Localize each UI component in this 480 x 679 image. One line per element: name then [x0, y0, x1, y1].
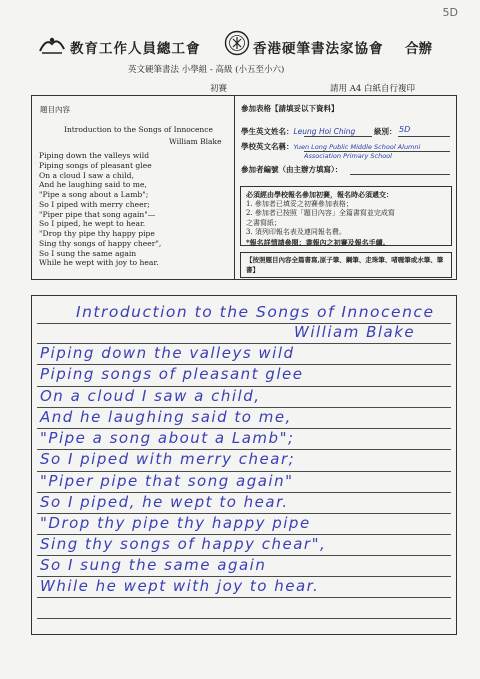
- handwritten-line: While he wept with joy to hear.: [40, 577, 320, 595]
- handwritten-line: Piping songs of pleasant glee: [40, 365, 304, 383]
- org-name-association: 香港硬筆書法家協會: [253, 41, 384, 57]
- poem-title: Introduction to the Songs of Innocence: [64, 125, 213, 134]
- poem-line: "Pipe a song about a Lamb";: [39, 190, 149, 199]
- handwritten-line: "Piper pipe that song again": [40, 472, 294, 490]
- handwritten-author: William Blake: [294, 323, 416, 341]
- writing-rule: [37, 618, 451, 619]
- handwriting-area[interactable]: [31, 295, 457, 635]
- handwritten-line: "Drop thy pipe thy happy pipe: [40, 514, 311, 532]
- handwritten-line: On a cloud I saw a child,: [40, 387, 261, 405]
- participant-code-label: 參加者編號（由主辦方填寫）：: [241, 165, 343, 174]
- writing-rule: [37, 597, 451, 598]
- handwritten-line: So I piped with merry chear;: [40, 450, 296, 468]
- handwritten-line: Piping down the valleys wild: [40, 344, 295, 362]
- handwritten-title: Introduction to the Songs of Innocence: [76, 303, 435, 321]
- note-line: 3. 須列印報名表及連同報名費。: [246, 228, 346, 236]
- school-name-label: 學校英文名稱：: [241, 142, 294, 151]
- poem-lines: [39, 151, 161, 268]
- grade-value[interactable]: 5D: [399, 125, 411, 134]
- handwritten-line: And he laughing said to me,: [40, 408, 292, 426]
- name-underline: [304, 136, 372, 137]
- joint-organizers-label: 合辦: [405, 41, 432, 57]
- poem-line: And he laughing said to me,: [39, 180, 147, 190]
- poem-line: So I sung the same again: [39, 248, 137, 258]
- note-line: *報名詳情請參閱：書報內之初賽及報名手續。: [246, 237, 390, 247]
- school-name-value-line2: Association Primary School: [304, 152, 392, 160]
- writing-style-note: 【按照題目內容全篇書寫,原子筆、鋼筆、走珠筆、啫喱筆或水筆、筆書】: [240, 252, 452, 278]
- corner-code: 5D: [442, 6, 458, 19]
- participant-code-field: [241, 164, 342, 175]
- association-seal-icon: [224, 30, 250, 56]
- info-divider: [234, 96, 235, 279]
- poem-line: "Piper pipe that song again"—: [39, 209, 156, 219]
- poem-line: So I piped, he wept to hear.: [39, 219, 146, 229]
- poem-line: "Drop thy pipe thy happy pipe: [39, 229, 155, 238]
- grade-label: 級別：: [374, 127, 397, 136]
- print-instruction: 請用 A4 白紙自行複印: [330, 84, 415, 94]
- note-line: 必須經由學校報名參加初賽，報名時必須遞交：: [246, 190, 393, 199]
- note-line: 2. 參加者已按照「題目內容」全篇書寫並完成寫: [246, 209, 395, 217]
- note-line: 1. 參加者已填妥之初賽參加表格；: [246, 199, 353, 208]
- student-name-value: Leung Hoi Ching: [293, 127, 356, 136]
- poem-line: Piping down the valleys wild: [39, 151, 150, 160]
- submission-notes-box: [240, 186, 452, 246]
- entry-form-heading: 參加表格【請填妥以下資料】: [241, 104, 339, 113]
- school-name-value: Yuen Long Public Middle School Alumni: [293, 143, 421, 151]
- round-label: 初賽: [210, 84, 228, 94]
- note-line: 之書寫紙；: [246, 218, 281, 227]
- poem-heading: 題目內容: [40, 105, 70, 114]
- union-logo-icon: [38, 34, 66, 54]
- handwritten-line: So I sung the same again: [40, 556, 267, 574]
- competition-subtitle: 英文硬筆書法 小學組 - 高級 (小五至小六): [128, 65, 285, 75]
- poem-line: So I piped with merry cheer;: [39, 199, 150, 209]
- handwritten-line: So I piped, he wept to hear.: [40, 493, 289, 511]
- poem-line: While he wept with joy to hear.: [39, 258, 159, 268]
- poem-line: Piping songs of pleasant glee: [39, 160, 152, 170]
- code-underline: [350, 174, 450, 175]
- poem-line: Sing thy songs of happy cheer",: [39, 238, 162, 248]
- grade-underline: [398, 136, 450, 137]
- handwritten-line: Sing thy songs of happy chear",: [40, 535, 327, 553]
- poem-line: On a cloud I saw a child,: [39, 170, 134, 180]
- handwritten-line: "Pipe a song about a Lamb";: [40, 429, 295, 447]
- poem-author: William Blake: [169, 137, 222, 146]
- student-name-label: 學生英文姓名：: [241, 127, 294, 136]
- org-name-union: 教育工作人員總工會: [70, 41, 201, 57]
